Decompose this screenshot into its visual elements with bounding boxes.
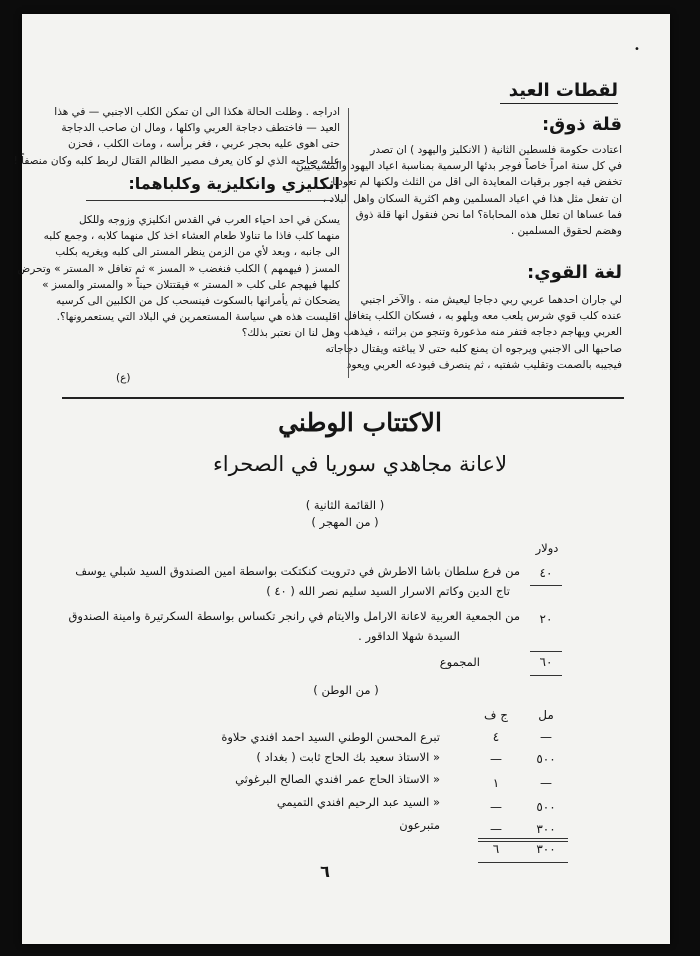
col-header-mil: مل	[538, 708, 554, 722]
donor-name: « السيد عبد الرحيم افندي التميمي	[276, 795, 440, 809]
donor-jf: —	[490, 752, 502, 766]
right-paragraph-1	[295, 142, 622, 239]
text-line: المسز ( فيهمهم ) الكلب فنغضب « المسز » ثم تغافل « المستر » وتحرض	[17, 262, 340, 275]
total-underline	[530, 675, 562, 676]
section-title: لقطات العيد	[508, 80, 618, 101]
entry-line: تاج الدين وكاتم الاسرار السيد سليم نصر الله ( ٤٠ )	[266, 584, 510, 598]
right-heading-1: قلة ذوق:	[541, 114, 622, 135]
text-line: اقليست هذه هي سياسة المستعمرين في البلاد التي يستعمرونها؟.	[56, 311, 340, 324]
donor-jf: —	[490, 822, 502, 836]
col-header-jf: ج ف	[484, 708, 508, 722]
donor-jf: —	[490, 800, 502, 814]
list-label: ( القائمة الثانية )	[305, 498, 385, 512]
text-line: في كل سنة امراً خاصاً فوجر بدئها الرسمية بمناسبة اعياد اليهود والمسيحيين	[295, 160, 622, 173]
amount-underline	[530, 585, 562, 586]
donor-mil: —	[540, 730, 552, 744]
text-line: فيجيبه بالصمت وتقليب شفتيه ، ثم ينصرف فيودعه العربي ويعود	[346, 358, 622, 371]
text-line: كلبها فيهجم على كلب « المستر » فيقتتلان حيناً « والمستر والمسز »	[42, 278, 340, 291]
entry-text	[75, 561, 520, 601]
donor-mil: ٣٠٠	[536, 822, 556, 836]
left-heading: انكليزي وانكليزية وكلباهما:	[128, 174, 340, 193]
subscription-title	[180, 408, 540, 437]
sum-rule	[478, 838, 568, 839]
text-line: وهضم لحقوق المسلمين .	[510, 225, 622, 238]
page-corner-mark: •	[634, 44, 640, 55]
subscription-subtitle: لاعانة مجاهدي سوريا في الصحراء	[212, 452, 508, 476]
text-line: فما عساها ان تعلل هذه المحاباة؟ اما نحن فنقول انها قلة ذوق	[355, 208, 622, 221]
entry-amount: ٢٠	[539, 612, 553, 626]
subscription-title-text: الاكتتاب الوطني	[278, 408, 442, 437]
total-label: المجموع	[439, 655, 480, 669]
text-line: ادراجه . وظلت الحالة هكذا الى ان تمكن الكلب الاجنبي — في هذا	[54, 106, 340, 118]
text-line: العربي ويهاجم دجاجه فتفر منه مذعورة وتنجو من براثنه ، فيذهب	[343, 326, 622, 339]
section-title-underline	[500, 103, 618, 104]
currency-header: دولار	[535, 541, 559, 555]
text-line: عنده كلب قوي شرس يلعب معه ويلهو به ، فسكان الكلب يتغافل	[344, 310, 622, 323]
donor-jf: ١	[492, 776, 500, 790]
entry-amount: ٤٠	[539, 566, 553, 580]
left-paragraph-1	[13, 104, 340, 169]
left-heading-underline	[86, 200, 332, 201]
entry-line: من الجمعية العربية لاعانة الارامل والايتام في رانجر تكساس بواسطة السكرتيرة وامينة الصندوق	[68, 609, 520, 623]
donor-name: « الاستاذ سعيد بك الحاج ثابت ( بغداد )	[256, 750, 440, 764]
text-line: حتى اهوى عليه بحجر عربي ، فغر برأسه ، ومات الكلب ، فحزن	[68, 138, 340, 151]
column-divider	[348, 108, 349, 378]
donor-name: « الاستاذ الحاج عمر افندي الصالح البرغوثي	[235, 772, 440, 786]
text-line: ان تفعل مثل هذا في اعياد المسلمين وهم اكثرية السكان واهل البلاد ،	[322, 192, 622, 205]
donor-mil: ٥٠٠	[536, 752, 556, 766]
text-line: لي جاران احدهما عربي ربي دجاجا ليعيش منه . والآخر اجنبي	[360, 294, 622, 306]
donor-mil: —	[540, 776, 552, 790]
text-line: عليه صاحبه الذي لو كان يعرف مصير الظالم القتال لربط كلبه وكان منصفاً !	[13, 154, 340, 167]
sum-jf: ٦	[492, 842, 500, 856]
section-separator	[62, 397, 624, 399]
text-line: اعتادت حكومة فلسطين الثانية ( الانكليز واليهود ) ان تصدر	[370, 144, 622, 156]
donor-mil: ٥٠٠	[536, 800, 556, 814]
total-rule	[530, 651, 562, 652]
text-line: يضحكان ثم يأمرانها بالسكوت فينسحب كل من الكلبين الى كرسيه	[55, 295, 340, 308]
entry-text	[68, 606, 520, 646]
text-line: تخفض فيه اجور برقيات المعايدة الى اقل من الثلث ولكنها لم تعودنا	[332, 176, 622, 189]
text-line: منهما كلب فاذا ما تناولا طعام العشاء اخذ كل منهما كلابه ، وجمع كلبه	[43, 230, 340, 243]
entry-line: من فرع سلطان باشا الاطرش في دترويت كنكتكت بواسطة امين الصندوق السيد شبلي يوسف	[75, 564, 520, 578]
text-line: صاحبها الى الاجنبي ويرجوه ان يمنع كلبه حتى لا يباغته ويقتال دجاجاته	[325, 342, 622, 355]
text-line: يسكن في احد احياء العرب في القدس انكليزي وزوجه وللكل	[78, 214, 340, 226]
right-paragraph-2	[325, 292, 622, 373]
text-line: الى جانبه ، وبعد لأي من الزمن ينظر المستر الى كلبه ويغريه بكلب	[55, 246, 340, 259]
page-number: ٦	[320, 862, 330, 881]
entry-line: السيدة شهلا الداقور .	[358, 629, 460, 643]
text-line: العيد — فاختطف دجاجة العربي واكلها ، ومال ان صاحب الدجاجة	[61, 122, 340, 135]
donor-name: تبرع المحسن الوطني السيد احمد افندي حلاوة	[221, 730, 440, 744]
total-amount: ٦٠	[539, 655, 553, 669]
homeland-label: ( من الوطن )	[313, 683, 379, 697]
sum-underline	[478, 862, 568, 863]
sum-mil: ٣٠٠	[536, 842, 556, 856]
text-line: وهل لنا ان نعتبر بذلك؟	[241, 327, 340, 340]
donor-jf: ٤	[492, 730, 500, 744]
donor-name: متبرعون	[399, 818, 440, 832]
signature: (ع)	[116, 372, 131, 384]
right-heading-2: لغة القوي:	[527, 262, 622, 283]
left-paragraph-2	[17, 212, 340, 342]
from-label: ( من المهجر )	[311, 515, 379, 529]
